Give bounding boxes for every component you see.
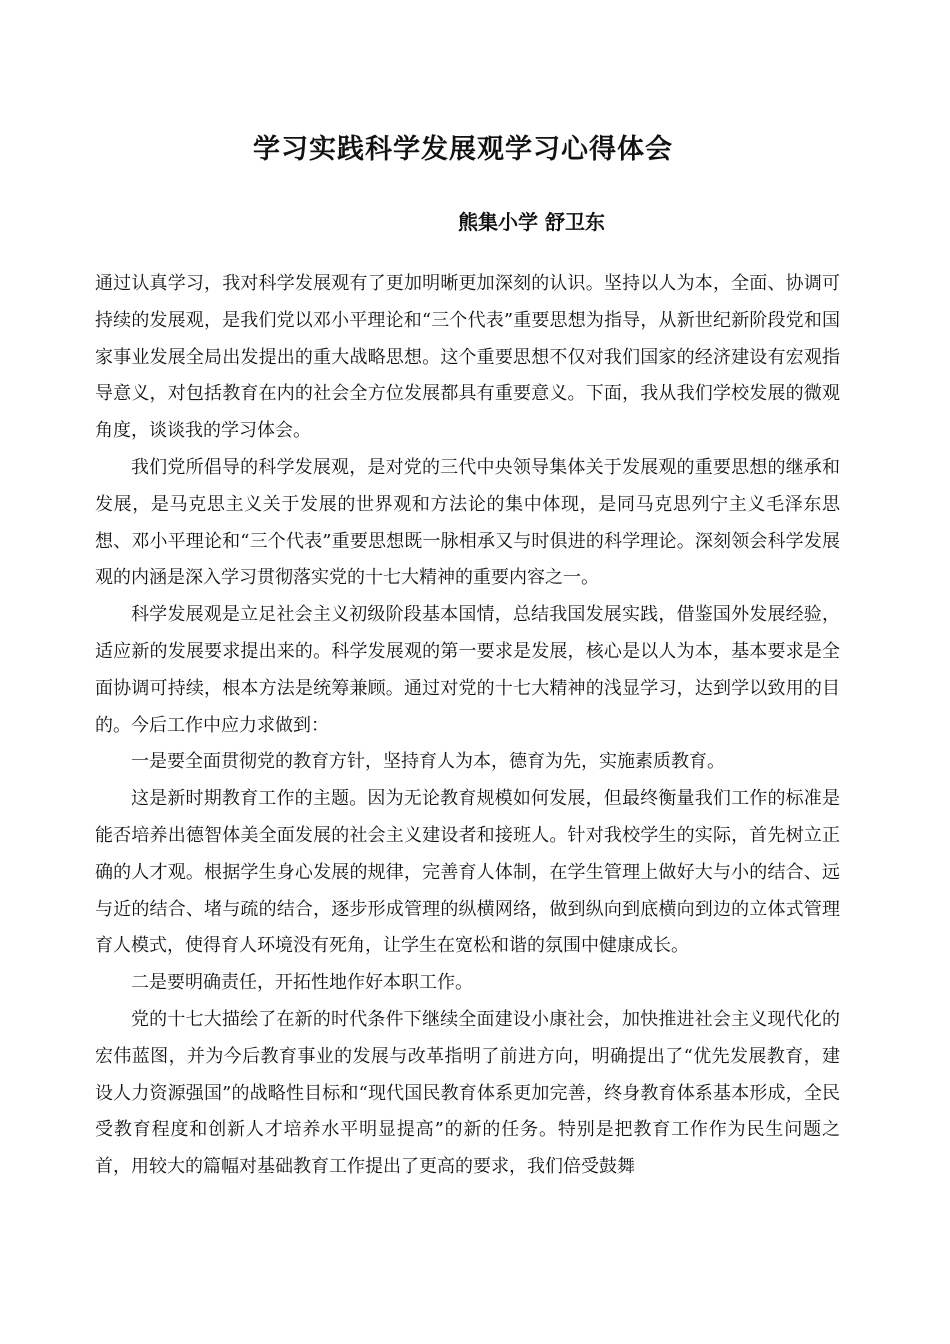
paragraph: 二是要明确责任，开拓性地作好本职工作。 bbox=[131, 972, 473, 994]
document-title: 学习实践科学发展观学习心得体会 bbox=[253, 134, 673, 165]
document-body bbox=[95, 266, 840, 1186]
paragraph: 党的十七大描绘了在新的时代条件下继续全面建设小康社会，加快推进社会主义现代化的宏伟蓝图，并为今后教育事业的发展与改革指明了前进方向，明确提出了“优先发展教育，建设人力资源强国”的战略性目标和“现代国民教育体系更加完善，终身教育体系基本形成，全民受教育程度和创新人才培养水平明显提高”的新的任务。特别是把教育工作作为民生问题之首，用较大的篇幅对基础教育工作提出了更高的要求，我们倍受鼓舞 bbox=[95, 1008, 840, 1178]
paragraph: 通过认真学习，我对科学发展观有了更加明晰更加深刻的认识。坚持以人为本，全面、协调可持续的发展观，是我们党以邓小平理论和“三个代表”重要思想为指导，从新世纪新阶段党和国家事业发展全局出发提出的重大战略思想。这个重要思想不仅对我们国家的经济建设有宏观指导意义，对包括教育在内的社会全方位发展都具有重要意义。下面，我从我们学校发展的微观角度，谈谈我的学习体会。 bbox=[95, 273, 840, 442]
document-author: 熊集小学 舒卫东 bbox=[458, 210, 605, 234]
paragraph: 一是要全面贯彻党的教育方针，坚持育人为本，德育为先，实施素质教育。 bbox=[131, 751, 725, 773]
paragraph: 我们党所倡导的科学发展观，是对党的三代中央领导集体关于发展观的重要思想的继承和发展，是马克思主义关于发展的世界观和方法论的集中体现，是同马克思列宁主义毛泽东思想、邓小平理论和“三个代表”重要思想既一脉相承又与时俱进的科学理论。深刻领会科学发展观的内涵是深入学习贯彻落实党的十七大精神的重要内容之一。 bbox=[95, 456, 840, 589]
paragraph: 这是新时期教育工作的主题。因为无论教育规模如何发展，但最终衡量我们工作的标准是能否培养出德智体美全面发展的社会主义建设者和接班人。针对我校学生的实际，首先树立正确的人才观。根据学生身心发展的规律，完善育人体制，在学生管理上做好大与小的结合、远与近的结合、堵与疏的结合，逐步形成管理的纵横网络，做到纵向到底横向到边的立体式管理育人模式，使得育人环境没有死角，让学生在宽松和谐的氛围中健康成长。 bbox=[95, 788, 840, 957]
paragraph: 科学发展观是立足社会主义初级阶段基本国情，总结我国发展实践，借鉴国外发展经验，适应新的发展要求提出来的。科学发展观的第一要求是发展，核心是以人为本，基本要求是全面协调可持续，根本方法是统筹兼顾。通过对党的十七大精神的浅显学习，达到学以致用的目的。今后工作中应力求做到： bbox=[95, 604, 840, 736]
